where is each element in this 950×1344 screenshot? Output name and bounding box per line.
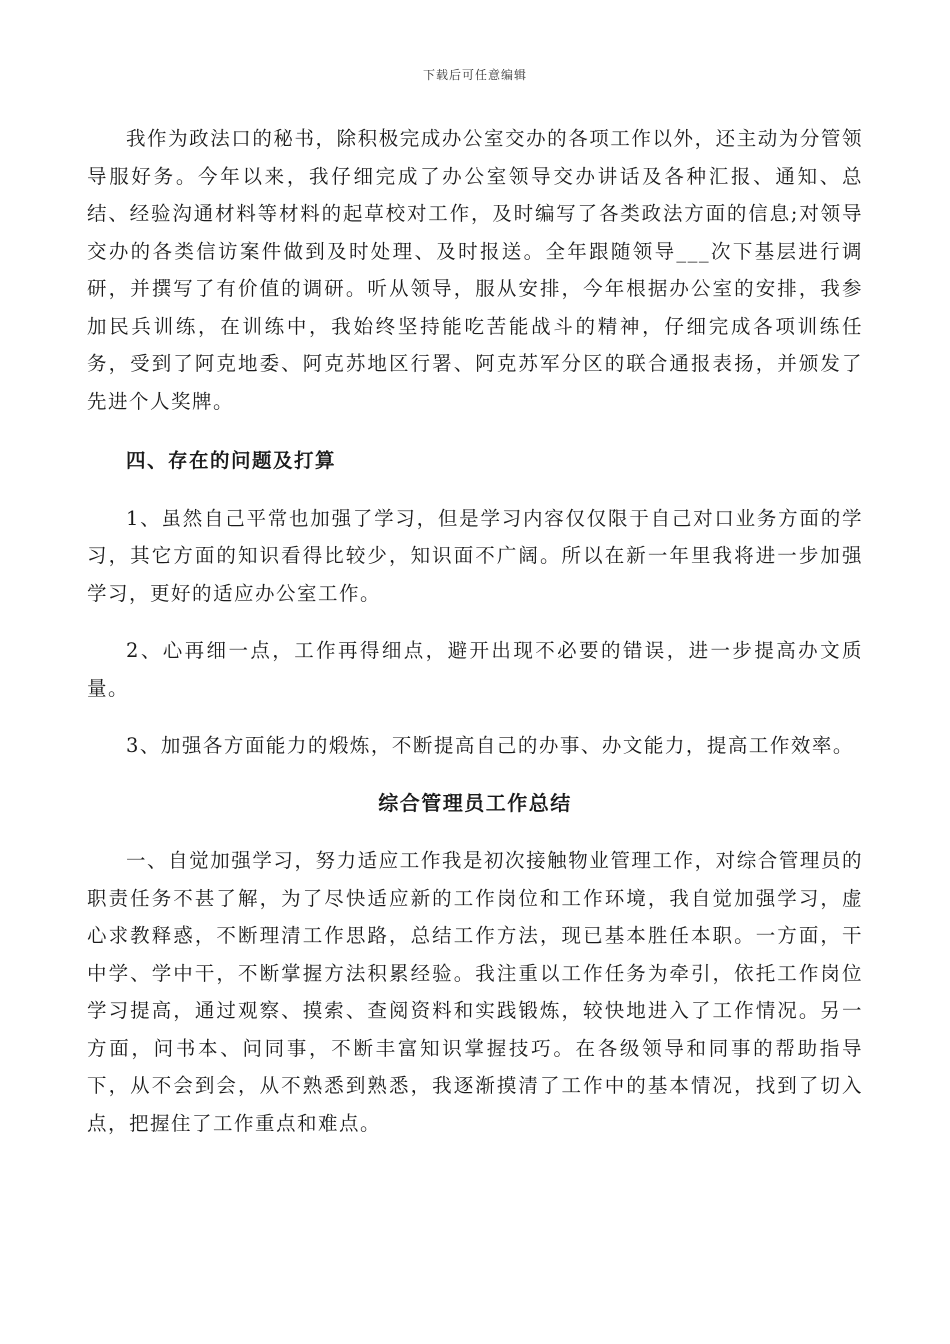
- problem-item-1: 1、虽然自己平常也加强了学习，但是学习内容仅仅限于自己对口业务方面的学习，其它方面的知识看得比较少，知识面不广阔。所以在新一年里我将进一步加强学习，更好的适应办公室工作。: [87, 506, 863, 605]
- spacer: [87, 420, 863, 442]
- spacer: [87, 822, 863, 842]
- document-body: [87, 120, 863, 1142]
- page-header: 下载后可任意编辑: [422, 68, 527, 82]
- problems-heading: 四、存在的问题及打算: [126, 449, 337, 472]
- problem-item-2: 2、心再细一点，工作再得细点，避开出现不必要的错误，进一步提高办文质量。: [87, 639, 863, 700]
- spacer: [87, 612, 863, 632]
- spacer: [87, 707, 863, 727]
- problem-item-3: 3、加强各方面能力的煅炼，不断提高自己的办事、办文能力，提高工作效率。: [126, 734, 854, 757]
- document-title: 综合管理员工作总结: [378, 790, 572, 815]
- spacer: [87, 480, 863, 500]
- intro-paragraph: 我作为政法口的秘书，除积极完成办公室交办的各项工作以外，还主动为分管领导服好务。今年以来，我仔细完成了办公室领导交办讲话及各种汇报、通知、总结、经验沟通材料等材料的起草校对工作，及时编写了各类政法方面的信息;对领导交办的各类信访案件做到及时处理、及时报送。全年跟随领导___次下基层进行调研，并撰写了有价值的调研。听从领导，服从安排，今年根据办公室的安排，我参加民兵训练，在训练中，我始终坚持能吃苦能战斗的精神，仔细完成各项训练任务，受到了阿克地委、阿克苏地区行署、阿克苏军分区的联合通报表扬，并颁发了先进个人奖牌。: [87, 127, 863, 413]
- spacer: [87, 765, 863, 785]
- body-paragraph: 一、自觉加强学习，努力适应工作我是初次接触物业管理工作，对综合管理员的职责任务不甚了解，为了尽快适应新的工作岗位和工作环境，我自觉加强学习，虚心求教释惑，不断理清工作思路，总结工作方法，现已基本胜任本职。一方面，干中学、学中干，不断掌握方法积累经验。我注重以工作任务为牵引，依托工作岗位学习提高，通过观察、摸索、查阅资料和实践锻炼，较快地进入了工作情况。另一方面，问书本、问同事，不断丰富知识掌握技巧。在各级领导和同事的帮助指导下，从不会到会，从不熟悉到熟悉，我逐渐摸清了工作中的基本情况，找到了切入点，把握住了工作重点和难点。: [87, 849, 863, 1135]
